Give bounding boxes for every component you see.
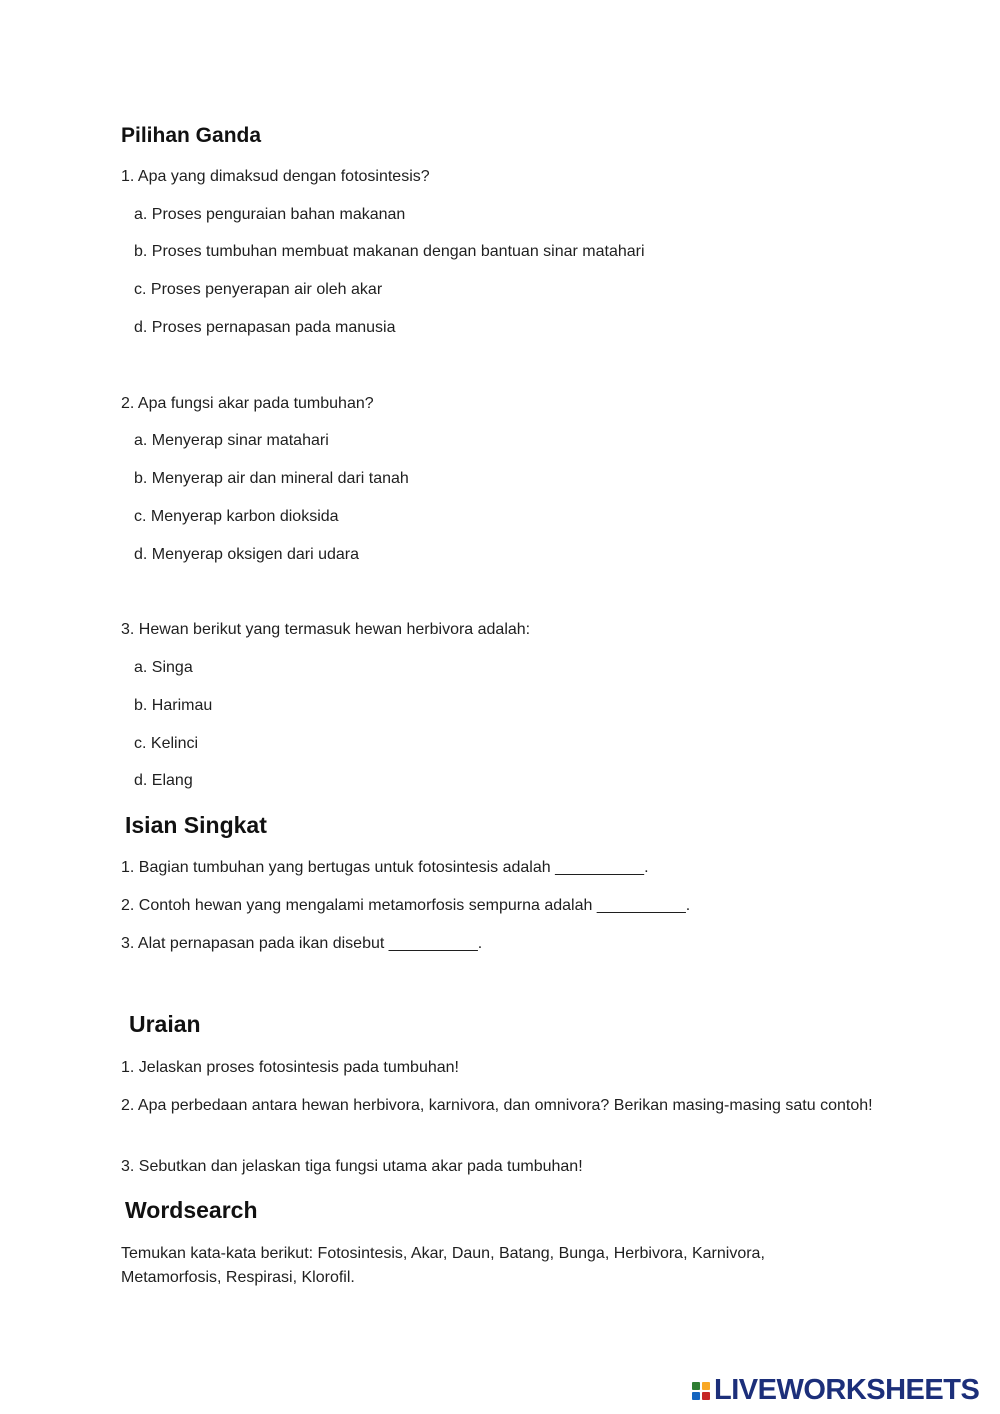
question-3-option-a: a. Singa xyxy=(134,659,193,676)
liveworksheets-logo-text: LIVEWORKSHEETS xyxy=(714,1374,980,1406)
liveworksheets-logo-icon xyxy=(692,1382,710,1400)
question-1-option-b: b. Proses tumbuhan membuat makanan dengan bantuan sinar matahari xyxy=(134,243,645,260)
essay-3: 3. Sebutkan dan jelaskan tiga fungsi utama akar pada tumbuhan! xyxy=(121,1158,583,1175)
question-3: 3. Hewan berikut yang termasuk hewan herbivora adalah: xyxy=(121,621,531,638)
essay-2: 2. Apa perbedaan antara hewan herbivora, karnivora, dan omnivora? Berikan masing-masing satu contoh! xyxy=(121,1097,873,1114)
section-title-isian-singkat: Isian Singkat xyxy=(125,812,267,838)
question-2-option-c: c. Menyerap karbon dioksida xyxy=(134,508,339,525)
section-title-wordsearch: Wordsearch xyxy=(125,1197,258,1223)
wordsearch-instructions: Temukan kata-kata berikut: Fotosintesis, Akar, Daun, Batang, Bunga, Herbivora, Karnivora, Metamorfosis, Respirasi, Klorofil. xyxy=(121,1245,765,1286)
question-1-option-a: a. Proses penguraian bahan makanan xyxy=(134,206,406,223)
section-title-uraian: Uraian xyxy=(129,1011,201,1037)
logo-square-4 xyxy=(702,1392,710,1400)
question-1-option-c: c. Proses penyerapan air oleh akar xyxy=(134,281,383,298)
short-answer-2: 2. Contoh hewan yang mengalami metamorfosis sempurna adalah __________. xyxy=(121,897,691,914)
logo-square-3 xyxy=(692,1392,700,1400)
question-2-option-d: d. Menyerap oksigen dari udara xyxy=(134,546,360,563)
question-3-option-b: b. Harimau xyxy=(134,697,213,714)
question-2-option-a: a. Menyerap sinar matahari xyxy=(134,432,329,449)
question-3-option-c: c. Kelinci xyxy=(134,735,199,752)
section-title-pilihan-ganda: Pilihan Ganda xyxy=(121,124,262,147)
logo-square-2 xyxy=(702,1382,710,1390)
essay-1: 1. Jelaskan proses fotosintesis pada tumbuhan! xyxy=(121,1059,459,1076)
question-1-option-d: d. Proses pernapasan pada manusia xyxy=(134,319,396,336)
question-1: 1. Apa yang dimaksud dengan fotosintesis? xyxy=(121,168,430,185)
short-answer-3: 3. Alat pernapasan pada ikan disebut __________. xyxy=(121,935,483,952)
logo-square-1 xyxy=(692,1382,700,1390)
question-2-option-b: b. Menyerap air dan mineral dari tanah xyxy=(134,470,409,487)
question-3-option-d: d. Elang xyxy=(134,772,193,789)
question-2: 2. Apa fungsi akar pada tumbuhan? xyxy=(121,395,374,412)
liveworksheets-logo xyxy=(692,1374,979,1407)
short-answer-1: 1. Bagian tumbuhan yang bertugas untuk fotosintesis adalah __________. xyxy=(121,859,649,876)
